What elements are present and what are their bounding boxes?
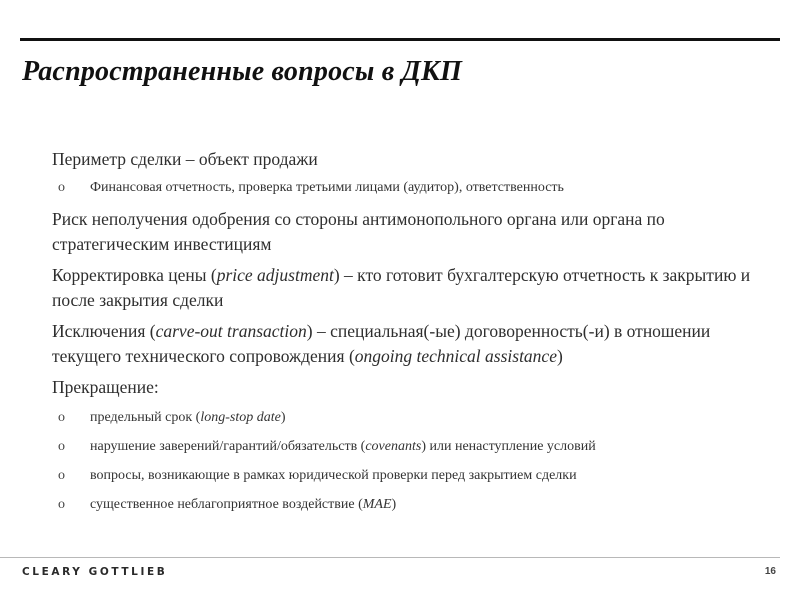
sub-bullet-item <box>22 493 767 516</box>
bullet-term: price adjustment <box>216 265 334 285</box>
sub-bullet-item <box>22 464 767 487</box>
bullet-text: Риск неполучения одобрения со стороны антимонопольного органа или органа по стратегическим инвестициям <box>52 209 665 254</box>
slide-title: Распространенные вопросы в ДКП <box>22 56 463 87</box>
bullet-item <box>22 375 767 400</box>
sub-bullet-text-part: существенное неблагоприятное воздействие ( <box>90 497 363 512</box>
sub-bullet-item <box>22 435 767 458</box>
page-number: 16 <box>764 566 776 577</box>
sub-bullet-item <box>22 176 767 199</box>
sub-bullet-text <box>90 410 285 425</box>
sub-bullet-term: covenants <box>365 439 422 454</box>
bullet-text-part: Корректировка цены ( <box>52 265 217 285</box>
bullet-term: carve-out transaction <box>155 321 307 341</box>
bullet-text: Прекращение: <box>52 377 159 397</box>
footer-divider <box>0 557 780 558</box>
sub-bullet-marker-icon: o <box>58 410 65 425</box>
sub-bullet-text: вопросы, возникающие в рамках юридической проверки перед закрытием сделки <box>90 468 577 483</box>
footer-logo: CLEARY GOTTLIEB <box>22 566 168 578</box>
sub-bullet-text: Финансовая отчетность, проверка третьими лицами (аудитор), ответственность <box>90 180 564 195</box>
sub-bullet-marker-icon: o <box>58 497 65 512</box>
bullet-text: Периметр сделки – объект продажи <box>52 149 318 169</box>
bullet-text-part: ) – кто готовит бухгалтерскую отчетность к закрытию и после закрытия сделки <box>52 265 751 310</box>
sub-bullet-text-part: ) <box>280 410 286 425</box>
bullet-item <box>22 207 767 257</box>
bullet-text <box>52 265 750 310</box>
sub-bullet-text <box>90 439 596 454</box>
sub-bullet-term: MAE <box>362 497 392 512</box>
bullet-item <box>22 147 767 172</box>
sub-bullet-item <box>22 406 767 429</box>
bullet-text <box>52 321 710 366</box>
sub-bullet-text-part: предельный срок ( <box>90 410 201 425</box>
sub-bullet-text-part: ) <box>391 497 397 512</box>
sub-bullet-marker-icon: o <box>58 468 65 483</box>
bullet-text-part: Исключения ( <box>52 321 156 341</box>
bullet-term: ongoing technical assistance <box>354 346 557 366</box>
bullet-item <box>22 319 767 369</box>
sub-bullet-text-part: нарушение заверений/гарантий/обязательств ( <box>90 439 366 454</box>
sub-bullet-text-part: ) или ненаступление условий <box>421 439 596 454</box>
sub-bullet-text <box>90 497 396 512</box>
slide-content <box>22 147 767 522</box>
sub-bullet-marker-icon: o <box>58 439 65 454</box>
bullet-text-part: ) <box>556 346 563 366</box>
top-divider <box>20 38 780 41</box>
bullet-item <box>22 263 767 313</box>
bullet-text-part: ) – специальная(-ые) договоренность(-и) в отношении текущего технического сопровождения ( <box>52 321 711 366</box>
sub-bullet-term: long-stop date <box>200 410 281 425</box>
sub-bullet-marker-icon: o <box>58 180 65 195</box>
